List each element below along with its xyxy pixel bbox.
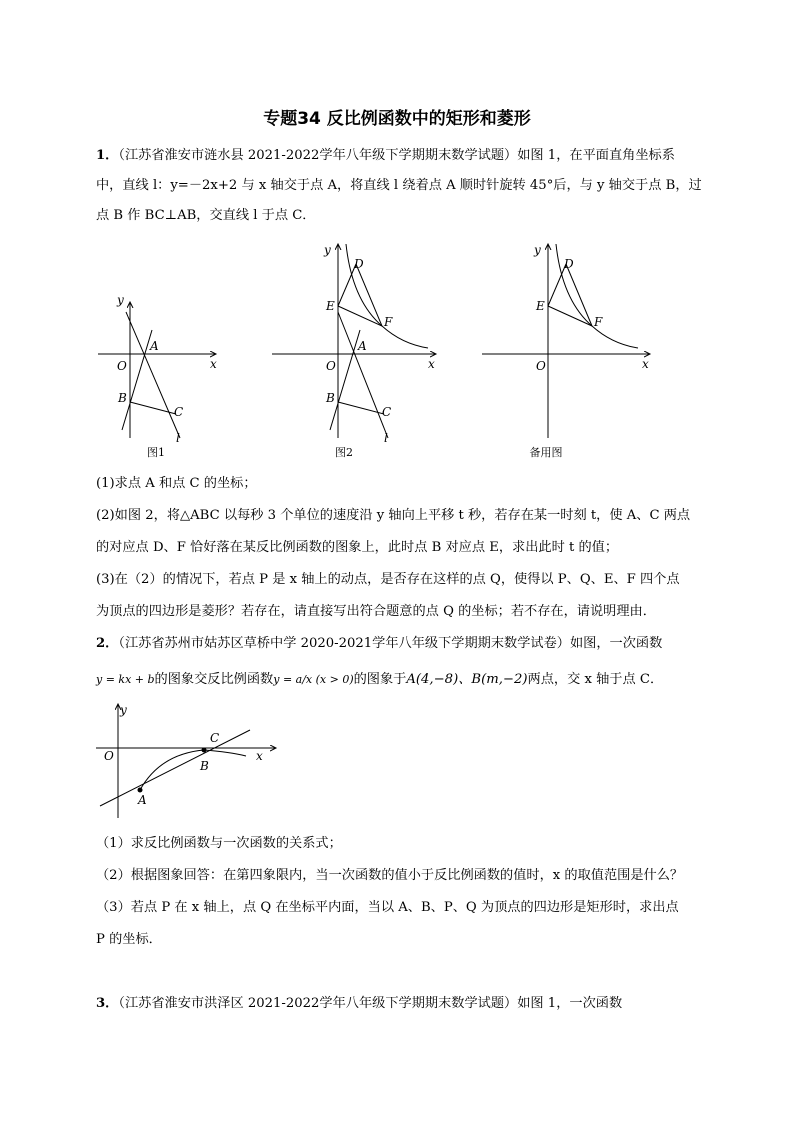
fig3-x-label: x	[642, 357, 649, 371]
fig2-point-b: B	[326, 391, 335, 405]
q2-figure	[90, 700, 290, 820]
fig1-point-a: A	[150, 339, 159, 353]
fig2-point-c: C	[382, 405, 392, 419]
q1-part-2b: 的对应点 D、F 恰好落在某反比例函数的图象上，此时点 B 对应点 E，求出此时 t 的值；	[96, 540, 619, 555]
fig2-point-e: E	[326, 299, 335, 313]
fig2-point-a: A	[358, 339, 367, 353]
fig1-point-c: C	[174, 405, 184, 419]
q1-line-1	[96, 146, 675, 166]
figure-3	[482, 243, 650, 438]
q2-text-c: 的图象于	[353, 672, 407, 687]
q2-intro: 如图，一次函数	[569, 636, 663, 651]
q2-part-3b: P 的坐标．	[96, 932, 162, 947]
q2-number: 2．	[96, 636, 119, 651]
q2-line-1	[96, 634, 662, 654]
page-title: 专题34 反比例函数中的矩形和菱形	[263, 109, 531, 129]
q1-part-2a: (2)如图 2，将△ABC 以每秒 3 个单位的速度沿 y 轴向上平移 t 秒，若存在某一时刻 t，使 A、C 两点	[96, 508, 691, 523]
fig2-point-f: F	[384, 315, 393, 329]
q2-linear-func: y = kx + b	[96, 673, 155, 686]
q2-y-label: y	[120, 703, 127, 717]
q1-line-2: 中，直线 l：y=－2x+2 与 x 轴交于点 A，将直线 l 绕着点 A 顺时针旋转 45°后，与 y 轴交于点 B，过	[96, 178, 702, 193]
q3-intro: 如图 1，一次函数	[517, 996, 623, 1011]
fig2-line-l: l	[384, 431, 388, 445]
q1-figures	[90, 230, 690, 470]
q2-points: A(4,−8)、B(m,−2)	[406, 672, 528, 687]
q2-x-label: x	[256, 749, 263, 763]
q2-part-1: （1）求反比例函数与一次函数的关系式；	[96, 836, 342, 851]
fig1-line-l: l	[176, 431, 180, 445]
q3-number: 3．	[96, 996, 119, 1011]
figure-2	[272, 243, 436, 445]
q2-point-b: B	[200, 759, 209, 773]
fig2-x-label: x	[428, 357, 435, 371]
fig1-origin-label: O	[117, 359, 127, 373]
q1-source: （江苏省淮安市涟水县 2021-2022学年八年级下学期期末数学试题）	[118, 148, 518, 163]
q2-text-d: 两点，交 x 轴于点 C．	[527, 672, 664, 687]
fig1-point-b: B	[118, 391, 127, 405]
fig1-x-label: x	[210, 357, 217, 371]
q1-intro: 如图 1，在平面直角坐标系	[517, 148, 675, 163]
q2-line-2	[96, 670, 663, 690]
fig3-y-label: y	[534, 243, 541, 257]
q1-part-3a: (3)在（2）的情况下，若点 P 是 x 轴上的动点，是否存在这样的点 Q，使得以 P、Q、E、F 四个点	[96, 572, 680, 587]
fig3-point-f: F	[594, 315, 603, 329]
q2-point-c: C	[210, 731, 220, 745]
q1-part-3b: 为顶点的四边形是菱形？若存在，请直接写出符合题意的点 Q 的坐标；若不存在，请说明理由．	[96, 604, 656, 619]
q2-part-2: （2）根据图象回答：在第四象限内，当一次函数的值小于反比例函数的值时，x 的取值范围是什么？	[96, 868, 684, 883]
figure-1	[98, 293, 217, 445]
fig2-caption: 图2	[335, 446, 353, 459]
q2-point-a: A	[138, 793, 147, 807]
q3-line-1	[96, 994, 622, 1014]
fig1-y-label: y	[117, 293, 124, 307]
q1-line-3: 点 B 作 BC⊥AB，交直线 l 于点 C．	[96, 208, 316, 223]
fig3-point-d: D	[564, 257, 574, 271]
q2-source: （江苏省苏州市姑苏区草桥中学 2020-2021学年八年级下学期期末数学试卷）	[118, 636, 570, 651]
fig3-point-e: E	[536, 299, 545, 313]
q3-source: （江苏省淮安市洪泽区 2021-2022学年八年级下学期期末数学试题）	[118, 996, 518, 1011]
fig1-caption: 图1	[147, 446, 165, 459]
fig2-origin-label: O	[326, 359, 336, 373]
q2-inverse-func: y = a/x (x > 0)	[273, 673, 354, 686]
fig3-origin-label: O	[536, 359, 546, 373]
q2-part-3a: （3）若点 P 在 x 轴上，点 Q 在坐标平内面，当以 A、B、P、Q 为顶点的四边形是矩形时，求出点	[96, 900, 679, 915]
fig2-y-label: y	[324, 243, 331, 257]
q2-text-b: 的图象交反比例函数	[154, 672, 274, 687]
q2-origin-label: O	[104, 749, 114, 763]
q1-part-1: (1)求点 A 和点 C 的坐标；	[96, 476, 257, 491]
fig3-caption: 备用图	[529, 446, 563, 459]
fig2-point-d: D	[354, 257, 364, 271]
q1-number: 1．	[96, 148, 119, 163]
